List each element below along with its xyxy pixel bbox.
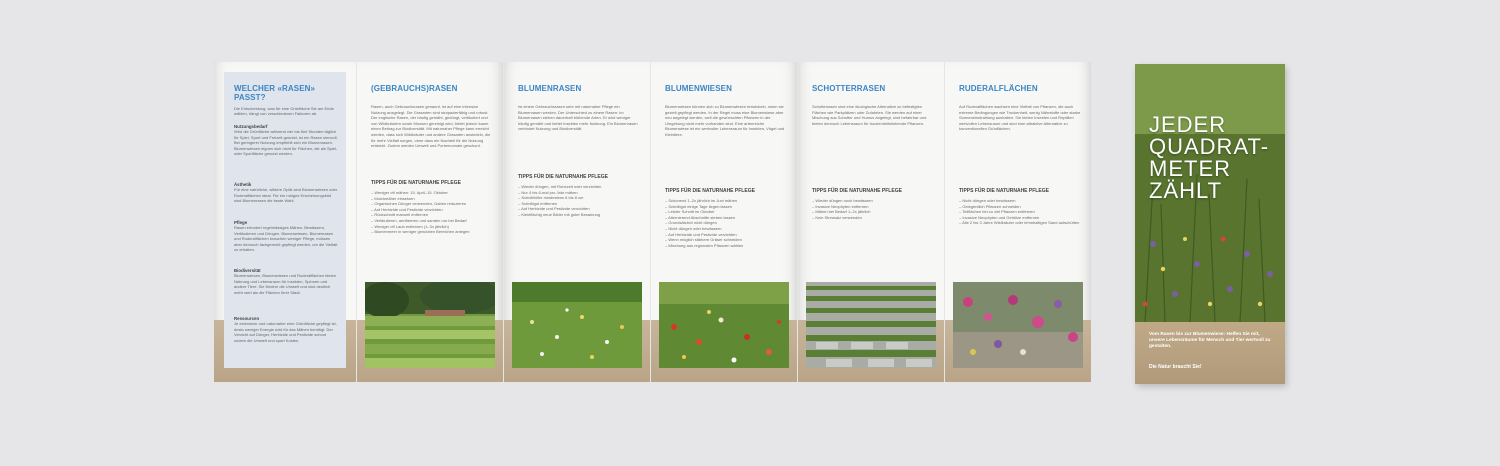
list-item: – Grundsätzlich nicht düngen — [665, 220, 787, 226]
flower-lawn-photo — [512, 282, 642, 368]
brochure-panel-blumenwiesen — [651, 62, 797, 382]
section-heading: Pflege — [234, 220, 248, 225]
section-heading: Nutzungsbedarf — [234, 124, 268, 129]
brochure-panel-intro — [214, 62, 356, 382]
tips-title: TIPPS FÜR DIE NATURNAHE PFLEGE — [812, 188, 902, 194]
panel-text: Schotterrasen sind eine ökologische Alternative zu befestigten Flächen wie Parkplätzen oder Zufahrten. Sie werden auf einer Mischung aus Schotter und Humus angelegt, sind befahrbar und bieten dennoch Lebensraum für trockenheitsliebende Pflanzen. — [812, 104, 927, 126]
panel-title: BLUMENWIESEN — [665, 84, 732, 93]
list-item: – Mischung aus regionalen Pflanzen wählen — [665, 243, 787, 249]
section-resources — [234, 316, 338, 343]
cover-title: JEDER QUADRAT-METER ZÄHLT — [1149, 112, 1270, 203]
section-text: Für eine natürliche, wildere Optik sind Blumenwiesen oder Ruderalflächen ideal. Für ein ruhiges Erscheinungsbild sind Blumenrasen die beste Wahl. — [234, 187, 338, 204]
list-item: – Auf Herbizide und Pestizide verzichten — [518, 206, 640, 212]
panel-title: (GEBRAUCHS)RASEN — [371, 84, 458, 93]
list-item: – Blumenmeer in weniger genutzten Bereichen anlegen — [371, 229, 493, 235]
list-item: – Schnittgut entfernen — [518, 201, 640, 207]
brochure-cover — [1135, 64, 1285, 384]
list-item: – Wieder düngen, mit Ruhezeit oder verzichten — [518, 184, 640, 190]
tips-title: TIPPS FÜR DIE NATURNAHE PFLEGE — [665, 188, 755, 194]
panel-text: Rasen, auch Gebrauchsrasen genannt, ist auf eine intensive Nutzung ausgelegt. Die Grasarten sind strapazierfähig und robust. Der englische Rasen, der häufig gemäht, gedüngt, vertikutiert und von Wildkräutern sowie Moosen gereinigt wird, bietet jedoch kaum einen Beitrag zur Biodiversität. Mit naturnaher Pflege kann erreicht werden, dass sich Wildkräuter und andere Grasarten ansiedeln, die für mehr Vielfalt sorgen, ohne dass ein Nachteil für die Nutzung entsteht. Zudem werden Umwelt und Portemonnaie geschont. — [371, 104, 491, 149]
list-item: – Vertikutieren, aerifizieren und sanden nur bei Bedarf — [371, 218, 493, 224]
list-item: – Auf Herbizide und Pestizide verzichten — [371, 207, 493, 213]
brochure-panel-ruderal — [945, 62, 1091, 382]
section-text: Je extensiver und naturnaher eine Grünfläche gepflegt ist, desto weniger Energie wird für das Mähen benötigt. Der Verzicht auf Dünger, Herbizide und Pestizide schont zudem die Umwelt und spart Kosten. — [234, 321, 337, 343]
brochure-panel-blumenrasen — [504, 62, 650, 382]
list-item: – Alle 2 bis 3 Jahre Wildkräuter oder lehmhaltigen Sand aufschütten — [959, 220, 1081, 226]
list-item: – Nur 4 bis 6-mal pro Jahr mähen — [518, 190, 640, 196]
list-item: – Weniger oft mähen: 15. April–15. Oktober — [371, 190, 493, 196]
cover-subtitle: Vom Rasen bis zur Blumenwiese: Helfen Sie mit, unsere Lebensräume für Mensch und Tier wertvoll zu gestalten. — [1149, 332, 1271, 349]
panel-text: Auf Ruderalflächen wachsen eine Vielfalt von Pflanzen, die auch extreme Bedingungen wie Trockenheit, wenig Nährstoffe oder starke Sonneneinstrahlung aushalten. Sie bieten Insekten und Reptilien wertvollen Lebensraum und sind eine attraktive Alternative zu konventionellen Grünflächen. — [959, 104, 1081, 132]
section-text: Blumenwiesen, Blumenwiesen und Ruderalflächen bieten Nahrung und Lebensraum für Insekten, Spinnen und andere Tiere. Sie fördern die Umwelt und sind deutlich mehr wert als die Flächen Ihrer Stadt. — [234, 273, 337, 295]
list-item: – Organischen Dünger verwenden, Gaben reduzieren — [371, 201, 493, 207]
ruderal-photo — [953, 282, 1083, 368]
gravel-lawn-photo — [806, 282, 936, 368]
list-item: – Kleinflächig neue Bilder mit guter Besamung — [518, 212, 640, 218]
list-item: – Schnittgut einige Tage liegen lassen — [665, 204, 787, 210]
panel-text: Blumenwiesen können sich zu Blumenwiesen entwickeln, wenn sie gezielt gepflegt werden. In der Regel muss eine Blumenwiese aber neu angelegt werden, weil die gewünschten Pflanzen in der Umgebung nicht mehr vorhanden sind. Eine artenreiche Blumenwiese ist ein wertvoller Lebensraum für Insekten, Vögel und Kleintiere. — [665, 104, 785, 137]
section-biodiversity — [234, 268, 338, 295]
tips-title: TIPPS FÜR DIE NATURNAHE PFLEGE — [518, 174, 608, 180]
section-usage — [234, 124, 338, 156]
list-item: – Schonend 1–2x jährlich im Juni mähen — [665, 198, 787, 204]
list-item: – Rückschnitt manuell entfernen — [371, 212, 493, 218]
panel-title: RUDERALFLÄCHEN — [959, 84, 1038, 93]
list-item: – Teilflächen bei zu viel Pflanzen entfernen — [959, 209, 1081, 215]
tips-title: TIPPS FÜR DIE NATURNAHE PFLEGE — [959, 188, 1049, 194]
tips-list — [665, 198, 787, 248]
tips-list — [371, 190, 493, 235]
panel-text: Ist einem Gebrauchsrasen sehr mit naturnaher Pflege ein Blumenrasen werden. Der Unterschied zu einem Rasen: Im Blumenrasen stehen dauerhaft blühende Arten. Er wird weniger häufig gemäht und bietet Insekten mehr Nahrung. Ein Blumenrasen verbindet Nutzung und Biodiversität. — [518, 104, 638, 132]
brochure-panel-rasen — [357, 62, 503, 382]
section-text: Rasen erfordert regelmässiges Mähen, Bewässern, Vertikutieren und Düngen. Blumenwiesen, Blumenrasen und Ruderalflächen brauchen weniger Pflege, müssen aber dennoch fachgerecht gepflegt werden, um die Vielfalt zu erhalten. — [234, 225, 338, 253]
list-item: – Letzter Schnitt im Oktober — [665, 209, 787, 215]
list-item: – Invasive Neophyten entfernen — [812, 204, 934, 210]
list-item: – Wenn möglich stärkere Gräser schneiden — [665, 237, 787, 243]
tips-list — [959, 198, 1081, 226]
list-item: – Gelegentlich Pflanzen schneiden — [959, 204, 1081, 210]
panel-title: SCHOTTERRASEN — [812, 84, 886, 93]
list-item: – Mulchmäher einsetzen — [371, 196, 493, 202]
section-care — [234, 220, 338, 252]
section-heading: Biodiversität — [234, 268, 261, 273]
panel-title: BLUMENRASEN — [518, 84, 582, 93]
intro-text: Die Entscheidung, was für eine Grünfläche Sie am Ende wählen, hängt von verschiedenen Faktoren ab. — [234, 106, 334, 117]
meadow-photo — [659, 282, 789, 368]
list-item: – Mähen bei Bedarf 1–2x jährlich — [812, 209, 934, 215]
list-item: – Invasive Neophyten und Gehölze entfernen — [959, 215, 1081, 221]
panel-title: WELCHER «RASEN» PASST? — [234, 84, 316, 102]
list-item: – Weniger oft Laub entfernen (1–3x jährlich) — [371, 224, 493, 230]
list-item: – Auf Herbizide und Pestizide verzichten — [665, 232, 787, 238]
section-aesthetics — [234, 182, 338, 204]
list-item: – Alternierend Abschnitte stehen lassen — [665, 215, 787, 221]
tips-list — [518, 184, 640, 218]
list-item: – Schnitthöhe mindestens 6 bis 8 cm — [518, 195, 640, 201]
section-heading: Ästhetik — [234, 182, 252, 187]
list-item: – Nicht düngen oder bewässern — [959, 198, 1081, 204]
list-item: – Kein Streusalz verwenden — [812, 215, 934, 221]
tips-title: TIPPS FÜR DIE NATURNAHE PFLEGE — [371, 180, 461, 186]
intro-card — [224, 72, 346, 368]
tips-list — [812, 198, 934, 220]
list-item: – Wieder düngen noch bewässern — [812, 198, 934, 204]
section-heading: Ressourcen — [234, 316, 260, 321]
section-text: Wird die Grünfläche während vier bis fünf Stunden täglich für Spiel, Sport und Freizeit genutzt, ist ein Rasen sinnvoll. Bei geringerer Nutzung empfiehlt sich ein Blumenrasen. Blumenwiesen eignen sich nicht für Flächen, die als Spiel- oder Sportfläche genutzt werden. — [234, 129, 338, 157]
list-item: – Nicht düngen oder bewässern — [665, 226, 787, 232]
brochure-panel-schotterrasen — [798, 62, 944, 382]
cover-tagline: Die Natur braucht Sie! — [1149, 364, 1202, 370]
lawn-photo — [365, 282, 495, 368]
